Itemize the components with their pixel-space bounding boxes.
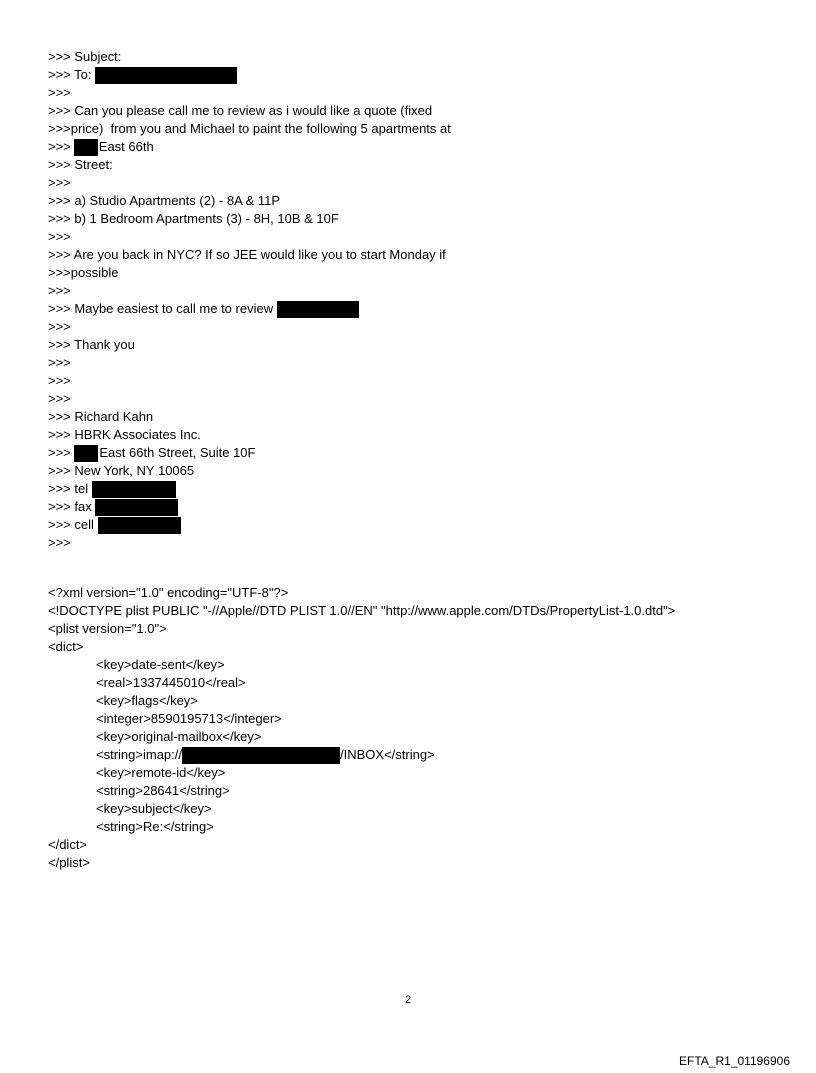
xml-line: </plist> xyxy=(48,855,90,870)
xml-line: <key>remote-id</key> xyxy=(96,765,226,780)
redaction-box xyxy=(182,747,340,764)
email-line: >>> xyxy=(48,391,71,406)
email-line: >>> xyxy=(48,283,71,298)
email-body xyxy=(48,48,451,552)
xml-line: <dict> xyxy=(48,639,84,654)
xml-line: <string>28641</string> xyxy=(96,783,230,798)
email-line: >>> Richard Kahn xyxy=(48,409,154,424)
xml-line: <string>Re:</string> xyxy=(96,819,214,834)
email-line: >>> xyxy=(48,319,71,334)
email-line: >>>possible xyxy=(48,265,119,280)
xml-line: </dict> xyxy=(48,837,88,852)
email-line: >>> tel xyxy=(48,480,451,498)
xml-line: <key>original-mailbox</key> xyxy=(96,729,262,744)
email-line: >>> East 66th xyxy=(48,139,154,154)
email-line: >>> Subject: xyxy=(48,49,122,64)
email-line: >>> xyxy=(48,175,71,190)
email-line: >>> Can you please call me to review as i would like a quote (fixed xyxy=(48,103,433,118)
email-line: >>>price) from you and Michael to paint the following 5 apartments at xyxy=(48,121,451,136)
email-line: >>> Are you back in NYC? If so JEE would like you to start Monday if xyxy=(48,247,446,262)
email-line: >>> fax xyxy=(48,498,451,516)
xml-line: <plist version="1.0"> xyxy=(48,621,167,636)
email-line: >>> East 66th Street, Suite 10F xyxy=(48,445,256,460)
xml-line: <real>1337445010</real> xyxy=(96,675,246,690)
document-id: EFTA_R1_01196906 xyxy=(679,1054,790,1068)
email-line: >>> New York, NY 10065 xyxy=(48,463,195,478)
redaction-box xyxy=(95,67,237,84)
redaction-box xyxy=(98,517,181,534)
email-line: >>> xyxy=(48,373,71,388)
page-number: 2 xyxy=(404,994,412,1006)
email-line: >>> b) 1 Bedroom Apartments (3) - 8H, 10B & 10F xyxy=(48,211,339,226)
email-line: >>> xyxy=(48,85,71,100)
redaction-box xyxy=(92,481,176,498)
email-line: >>> xyxy=(48,355,71,370)
xml-line: <integer>8590195713</integer> xyxy=(96,711,282,726)
email-line: >>> HBRK Associates Inc. xyxy=(48,427,201,442)
redaction-box xyxy=(277,301,359,318)
xml-line: <!DOCTYPE plist PUBLIC "-//Apple//DTD PLIST 1.0//EN" "http://www.apple.com/DTDs/PropertyList-1.0.dtd"> xyxy=(48,603,676,618)
plist-xml xyxy=(48,584,675,872)
xml-line: <key>date-sent</key> xyxy=(96,657,225,672)
email-line: >>> To: xyxy=(48,66,451,84)
xml-line: <key>subject</key> xyxy=(96,801,212,816)
xml-line: <?xml version="1.0" encoding="UTF-8"?> xyxy=(48,585,289,600)
email-line: >>> Street: xyxy=(48,157,113,172)
xml-line: <string>imap:// /INBOX</string> xyxy=(96,747,435,762)
email-line: >>> xyxy=(48,535,71,550)
email-line: >>> Thank you xyxy=(48,337,135,352)
redaction-box xyxy=(74,445,98,462)
email-line: >>> cell xyxy=(48,516,451,534)
redaction-box xyxy=(95,499,178,516)
email-line: >>> xyxy=(48,229,71,244)
xml-line: <key>flags</key> xyxy=(96,693,198,708)
redaction-box xyxy=(74,139,98,156)
email-line: >>> Maybe easiest to call me to review xyxy=(48,300,451,318)
email-line: >>> a) Studio Apartments (2) - 8A & 11P xyxy=(48,193,281,208)
